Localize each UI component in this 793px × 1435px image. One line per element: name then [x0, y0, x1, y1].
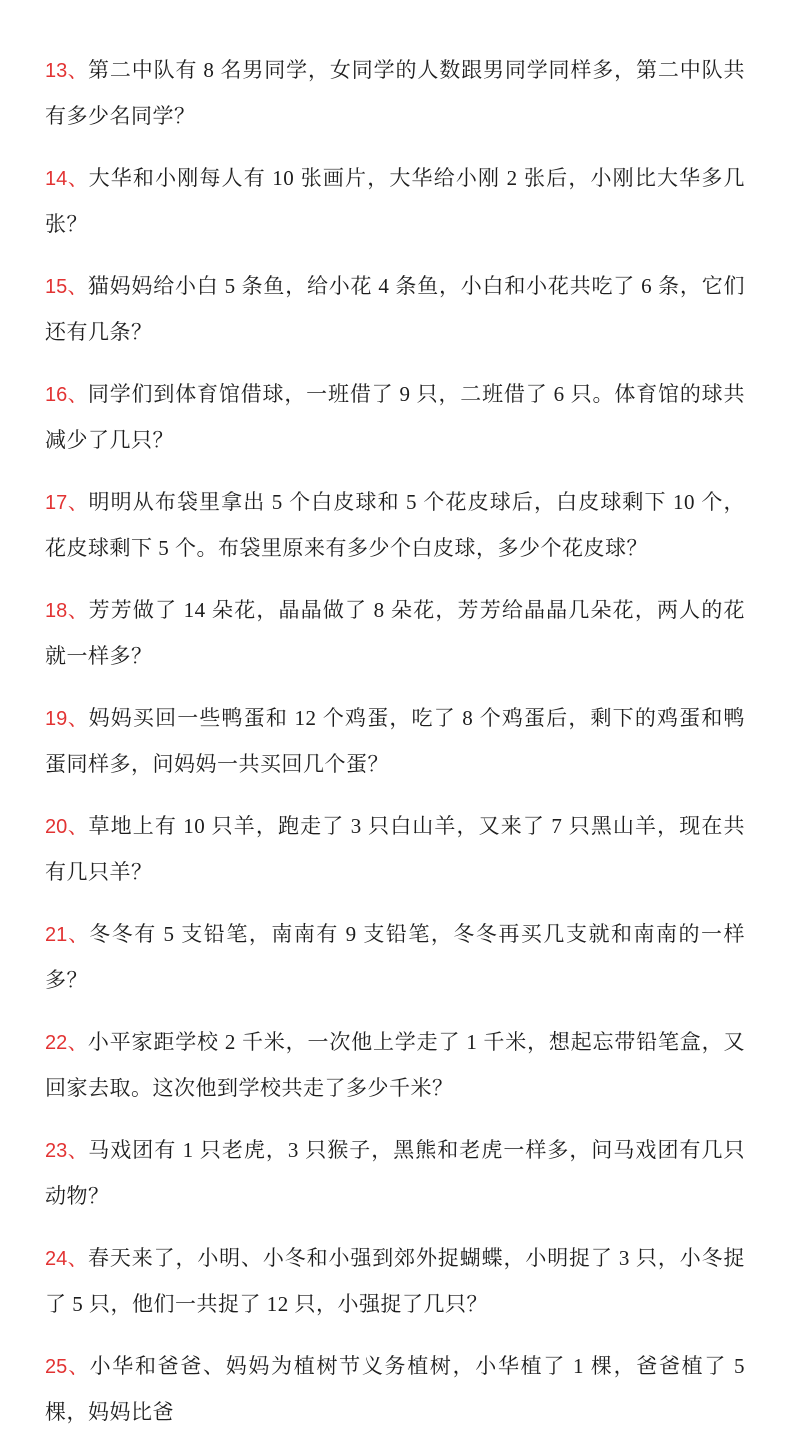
problem-24: [45, 1236, 745, 1327]
problem-14-text: 大华和小刚每人有 10 张画片，大华给小刚 2 张后，小刚比大华多几张？: [45, 166, 745, 236]
problem-17-text: 明明从布袋里拿出 5 个白皮球和 5 个花皮球后，白皮球剩下 10 个，花皮球剩下 5 个。布袋里原来有多少个白皮球，多少个花皮球？: [45, 490, 746, 560]
problem-20-text: 草地上有 10 只羊，跑走了 3 只白山羊，又来了 7 只黑山羊，现在共有几只羊？: [45, 814, 746, 884]
problem-15-text: 猫妈妈给小白 5 条鱼，给小花 4 条鱼，小白和小花共吃了 6 条，它们还有几条？: [45, 274, 746, 344]
problem-13-number: 13、: [45, 60, 88, 82]
problem-14-number: 14、: [45, 168, 89, 190]
problem-13-text: 第二中队有 8 名男同学，女同学的人数跟男同学同样多，第二中队共有多少名同学？: [45, 58, 745, 128]
problem-20: [45, 804, 745, 895]
problem-18-text: 芳芳做了 14 朵花，晶晶做了 8 朵花，芳芳给晶晶几朵花，两人的花就一样多？: [45, 598, 745, 668]
problem-18: [45, 588, 745, 679]
problem-16-number: 16、: [45, 384, 88, 406]
problem-13: [45, 48, 745, 139]
problem-19-text: 妈妈买回一些鸭蛋和 12 个鸡蛋，吃了 8 个鸡蛋后，剩下的鸡蛋和鸭蛋同样多，问妈妈一共买回几个蛋？: [45, 706, 745, 776]
problem-15-number: 15、: [45, 276, 88, 298]
problem-17: [45, 480, 745, 571]
problem-23: [45, 1128, 745, 1219]
problem-23-number: 23、: [45, 1140, 89, 1162]
problem-25: [45, 1344, 745, 1435]
problem-15: [45, 264, 745, 355]
problem-14: [45, 156, 745, 247]
problem-16: [45, 372, 745, 463]
problem-19: [45, 696, 745, 787]
problem-20-number: 20、: [45, 816, 89, 838]
problem-22-number: 22、: [45, 1032, 88, 1054]
problem-25-text: 小华和爸爸、妈妈为植树节义务植树，小华植了 1 棵，爸爸植了 5 棵，妈妈比爸: [45, 1354, 745, 1424]
problem-25-number: 25、: [45, 1356, 90, 1378]
problem-21-number: 21、: [45, 924, 90, 946]
problem-22: [45, 1020, 745, 1111]
problem-18-number: 18、: [45, 600, 89, 622]
problem-17-number: 17、: [45, 492, 89, 514]
problem-24-text: 春天来了，小明、小冬和小强到郊外捉蝴蝶，小明捉了 3 只，小冬捉了 5 只，他们一共捉了 12 只，小强捉了几只？: [45, 1246, 745, 1316]
problem-21: [45, 912, 745, 1003]
problem-22-text: 小平家距学校 2 千米，一次他上学走了 1 千米，想起忘带铅笔盒，又回家去取。这次他到学校共走了多少千米？: [45, 1030, 746, 1100]
problem-19-number: 19、: [45, 708, 89, 730]
problem-24-number: 24、: [45, 1248, 88, 1270]
problem-16-text: 同学们到体育馆借球，一班借了 9 只，二班借了 6 只。体育馆的球共减少了几只？: [45, 382, 746, 452]
problem-21-text: 冬冬有 5 支铅笔，南南有 9 支铅笔，冬冬再买几支就和南南的一样多？: [45, 922, 745, 992]
problem-23-text: 马戏团有 1 只老虎，3 只猴子，黑熊和老虎一样多，问马戏团有几只动物？: [45, 1138, 745, 1208]
